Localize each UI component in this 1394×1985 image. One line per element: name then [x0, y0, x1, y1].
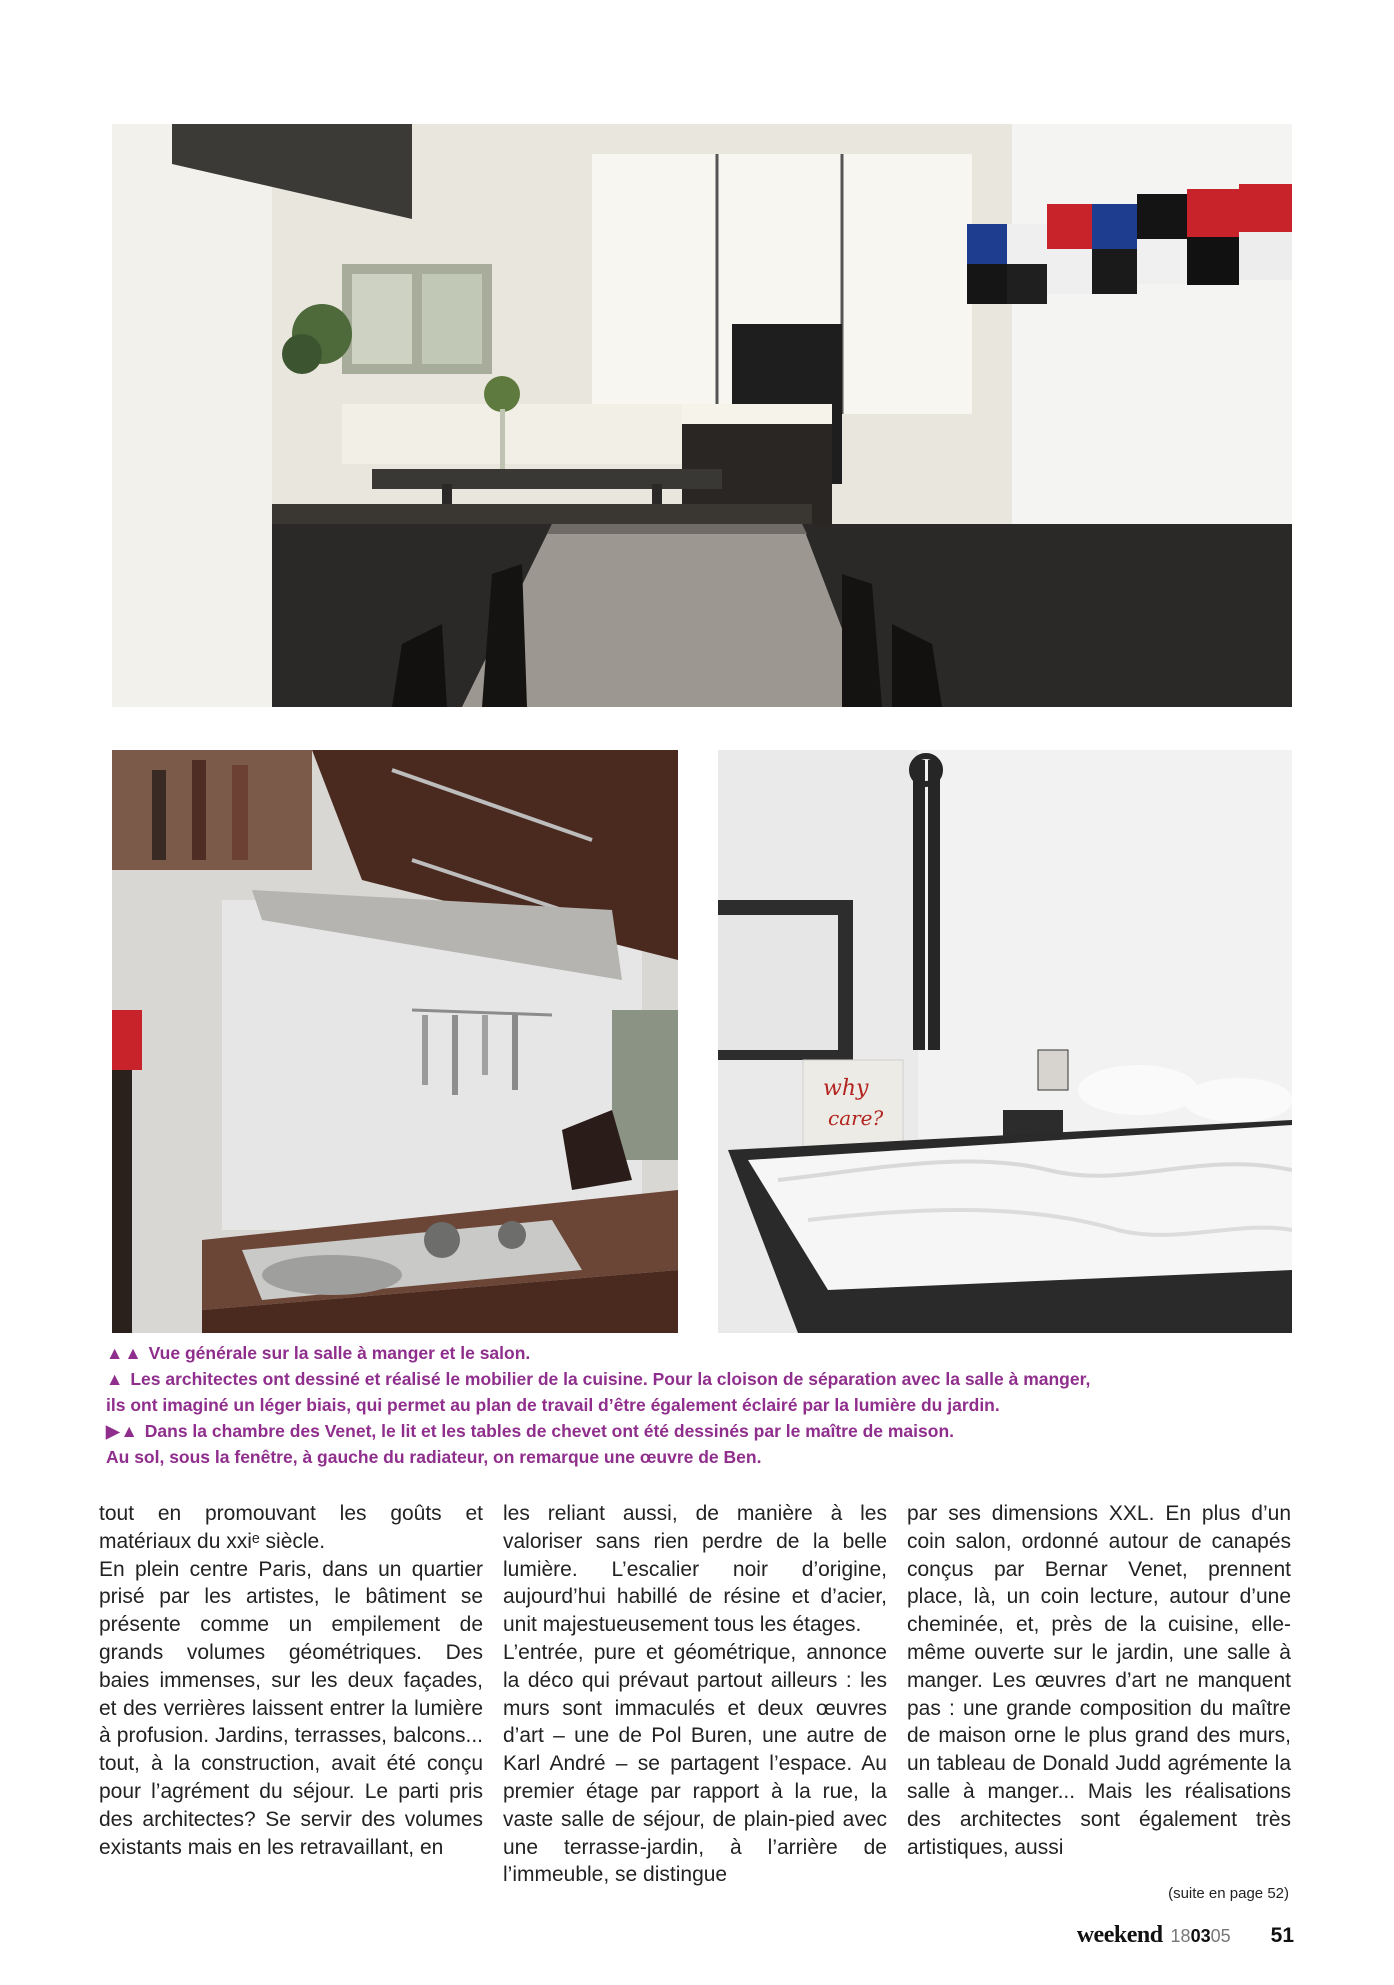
caption-marker: ▲▲ [106, 1343, 143, 1363]
paragraph: L’entrée, pure et géométrique, annonce la déco qui prévaut partout ailleurs : les murs sont immaculés et deux œuvres d’art – une de Pol Buren, une autre de Karl André – se partagent l’espace. Au premier étage par rapport à la rue, la vaste salle de séjour, de plain-pied avec une terrasse-jardin, à l’arrière de l’immeuble, se distingue [503, 1640, 887, 1887]
article-column-2 [503, 1500, 887, 1889]
artwork-text-line1: why [823, 1076, 869, 1101]
caption-line [106, 1366, 1306, 1392]
paragraph: les reliant aussi, de manière à les valoriser sans rien perdre de la belle lumière. L’escalier noir d’origine, aujourd’hui habillé de résine et d’acier, unit majestueusement tous les étages. [503, 1502, 887, 1637]
magazine-brand: weekend [1076, 1922, 1163, 1948]
caption-text: Au sol, sous la fenêtre, à gauche du radiateur, on remarque une œuvre de Ben. [106, 1447, 762, 1467]
issue-date-prefix: 18 [1170, 1926, 1191, 1946]
paragraph: par ses dimensions XXL. En plus d’un coin salon, ordonné autour de canapés conçus par Bernar Venet, prennent place, là, un coin lecture, autour d’une cheminée, et, près de la cuisine, elle-même ouverte sur le jardin, une salle à manger. Les œuvres d’art ne manquent pas : une grande composition du maître de maison orne le plus grand des murs, un tableau de Donald Judd agrémente la salle à manger... Mais les réalisations des architectes sont également très artistiques, aussi [907, 1502, 1291, 1859]
caption-line [106, 1340, 1306, 1366]
caption-line [106, 1392, 1306, 1418]
living-dining-photo [112, 124, 1292, 707]
kitchen-photo [112, 750, 678, 1333]
page-number: 51 [1270, 1924, 1294, 1947]
caption-line [106, 1444, 1306, 1470]
article-column-3 [907, 1500, 1291, 1861]
caption-line [106, 1418, 1306, 1444]
caption-marker: ▶▲ [106, 1421, 139, 1441]
caption-text: ils ont imaginé un léger biais, qui permet au plan de travail d’être également éclairé par la lumière du jardin. [106, 1395, 1000, 1415]
caption-text: Les architectes ont dessiné et réalisé le mobilier de la cuisine. Pour la cloison de séparation avec la salle à manger, [130, 1369, 1091, 1389]
photo-captions [106, 1340, 1306, 1470]
caption-text: Vue générale sur la salle à manger et le salon. [148, 1343, 531, 1363]
article-column-1 [99, 1500, 483, 1861]
artwork-text-line2: care? [828, 1106, 884, 1130]
issue-date [1171, 1926, 1231, 1947]
issue-date-bold: 03 [1190, 1926, 1211, 1946]
issue-date-suffix: 05 [1210, 1926, 1231, 1946]
continued-note: (suite en page 52) [1168, 1885, 1289, 1902]
bedroom-photo [718, 750, 1292, 1333]
caption-text: Dans la chambre des Venet, le lit et les tables de chevet ont été dessinés par le maître de maison. [144, 1421, 954, 1441]
paragraph: tout en promouvant les goûts et matériaux du xxiᵉ siècle. [99, 1502, 483, 1553]
paragraph: En plein centre Paris, dans un quartier prisé par les artistes, le bâtiment se présente comme un empilement de grands volumes géométriques. Des baies immenses, sur les deux façades, et des verrières laissent entrer la lumière à profusion. Jardins, terrasses, balcons... tout, à la construction, avait été conçu pour l’agrément du séjour. Le parti pris des architectes? Se servir des volumes existants mais en les retravaillant, en [99, 1557, 483, 1859]
caption-marker: ▲ [106, 1369, 125, 1389]
page-footer [1077, 1922, 1294, 1949]
